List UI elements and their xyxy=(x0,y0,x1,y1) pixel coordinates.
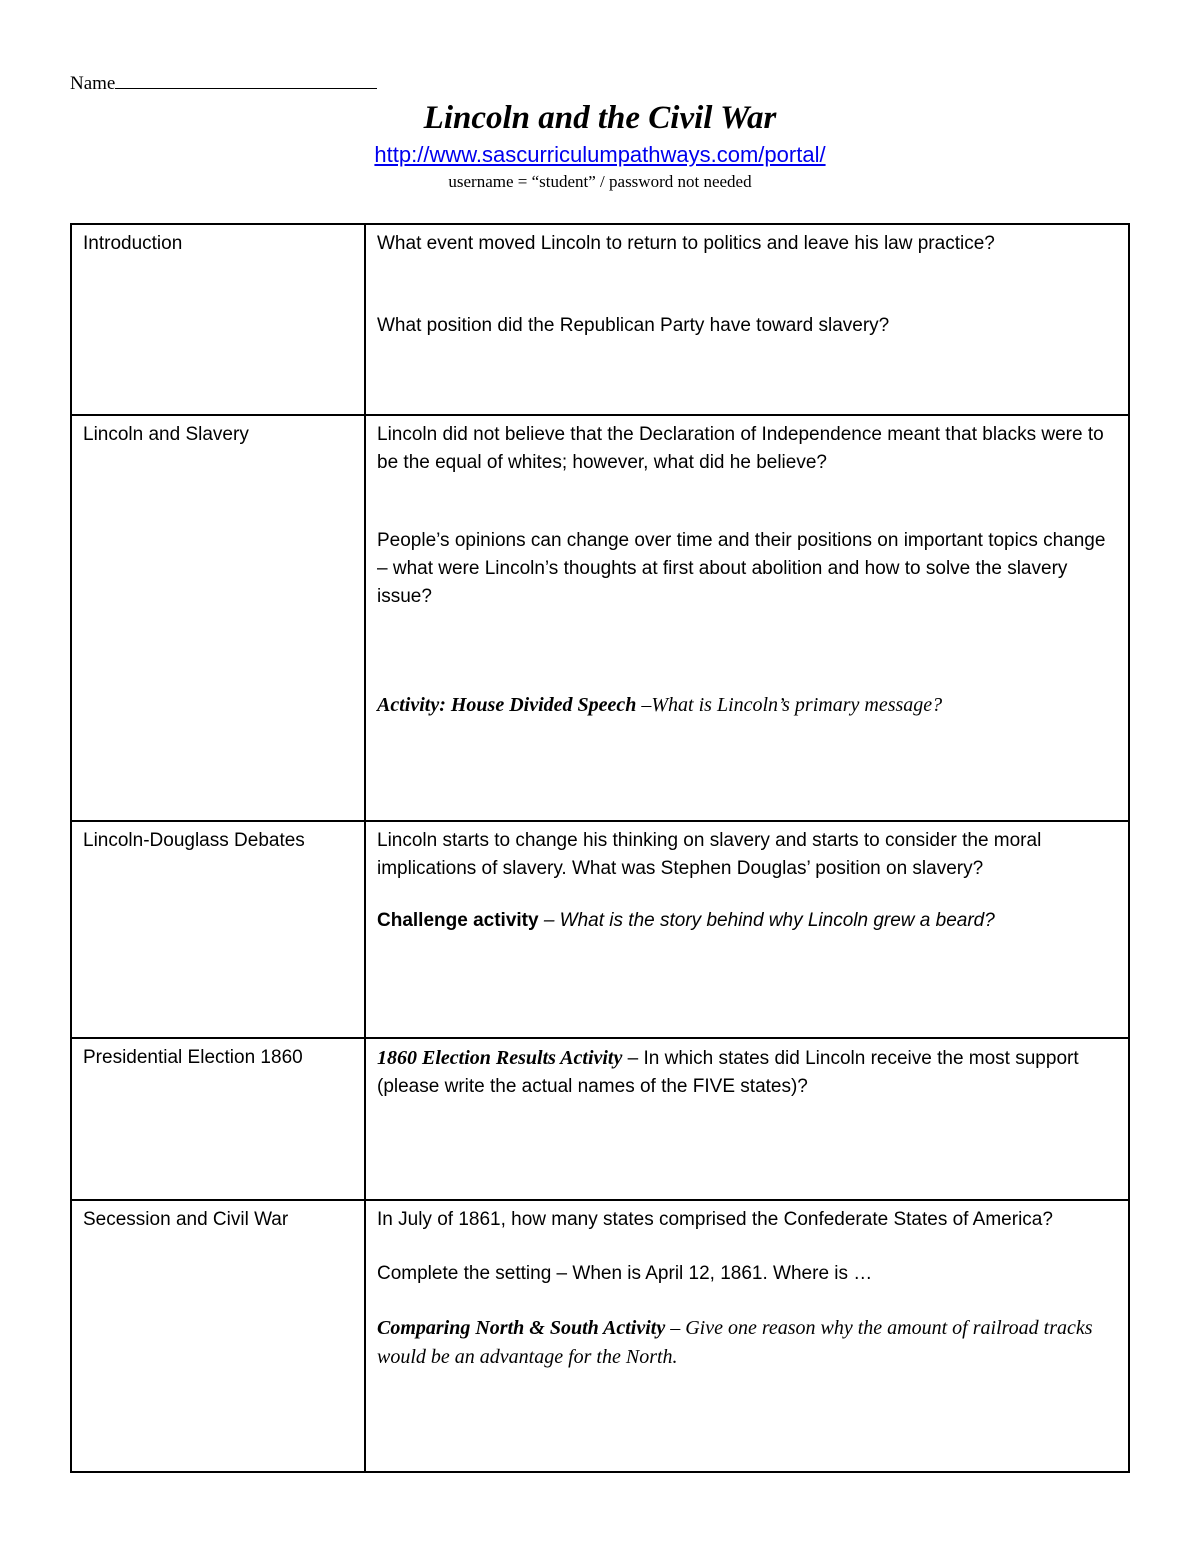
question-text: People’s opinions can change over time and their positions on important topics change – what were Lincoln’s thoughts at first about abolition and how to solve the slavery issue? xyxy=(377,530,1106,607)
activity-text: – Give one reason why the amount of railroad tracks would be an advantage for the North. xyxy=(377,1317,1093,1368)
activity-question xyxy=(377,907,1117,935)
topic-cell: Lincoln-Douglass Debates xyxy=(71,821,365,1038)
question-text: What position did the Republican Party have toward slavery? xyxy=(377,315,890,336)
portal-link[interactable]: http://www.sascurriculumpathways.com/portal/ xyxy=(374,142,826,167)
topic-cell: Lincoln and Slavery xyxy=(71,415,365,821)
activity-label: 1860 Election Results Activity xyxy=(377,1047,623,1069)
activity-question xyxy=(377,691,1117,720)
question-cell[interactable] xyxy=(365,1200,1129,1472)
question-text: Complete the setting – When is April 12, 1861. Where is … xyxy=(377,1263,873,1284)
table-row xyxy=(71,224,1129,415)
activity-text: – What is the story behind why Lincoln grew a beard? xyxy=(538,910,995,931)
question-cell[interactable] xyxy=(365,224,1129,415)
question-text: What event moved Lincoln to return to politics and leave his law practice? xyxy=(377,233,995,254)
question-cell[interactable] xyxy=(365,1038,1129,1200)
question-text: In July of 1861, how many states comprised the Confederate States of America? xyxy=(377,1209,1053,1230)
worksheet-table xyxy=(70,223,1130,1473)
name-label: Name xyxy=(70,73,116,94)
table-row xyxy=(71,821,1129,1038)
activity-text: –What is Lincoln’s primary message? xyxy=(636,694,943,716)
table-row xyxy=(71,415,1129,821)
activity-label: Comparing North & South Activity xyxy=(377,1317,666,1339)
question-cell[interactable] xyxy=(365,821,1129,1038)
question-text: Lincoln did not believe that the Declaration of Independence meant that blacks were to be the equal of whites; however, what did he believe? xyxy=(377,424,1104,473)
activity-question xyxy=(377,1044,1117,1101)
topic-cell: Introduction xyxy=(71,224,365,415)
question-cell[interactable] xyxy=(365,415,1129,821)
login-note: username = “student” / password not needed xyxy=(448,172,752,191)
activity-label: Activity: House Divided Speech xyxy=(377,694,637,716)
activity-text: – In which states did Lincoln receive the most support (please write the actual names of the FIVE states)? xyxy=(377,1048,1079,1097)
topic-cell: Presidential Election 1860 xyxy=(71,1038,365,1200)
question-text: Lincoln starts to change his thinking on slavery and starts to consider the moral implications of slavery. What was Stephen Douglas’ position on slavery? xyxy=(377,830,1042,879)
table-row xyxy=(71,1200,1129,1472)
name-field[interactable] xyxy=(70,72,377,95)
topic-cell: Secession and Civil War xyxy=(71,1200,365,1472)
activity-question xyxy=(377,1314,1117,1372)
activity-label: Challenge activity xyxy=(377,910,539,931)
name-blank-line[interactable] xyxy=(115,72,377,89)
worksheet-title: Lincoln and the Civil War xyxy=(423,100,777,136)
table-row xyxy=(71,1038,1129,1200)
